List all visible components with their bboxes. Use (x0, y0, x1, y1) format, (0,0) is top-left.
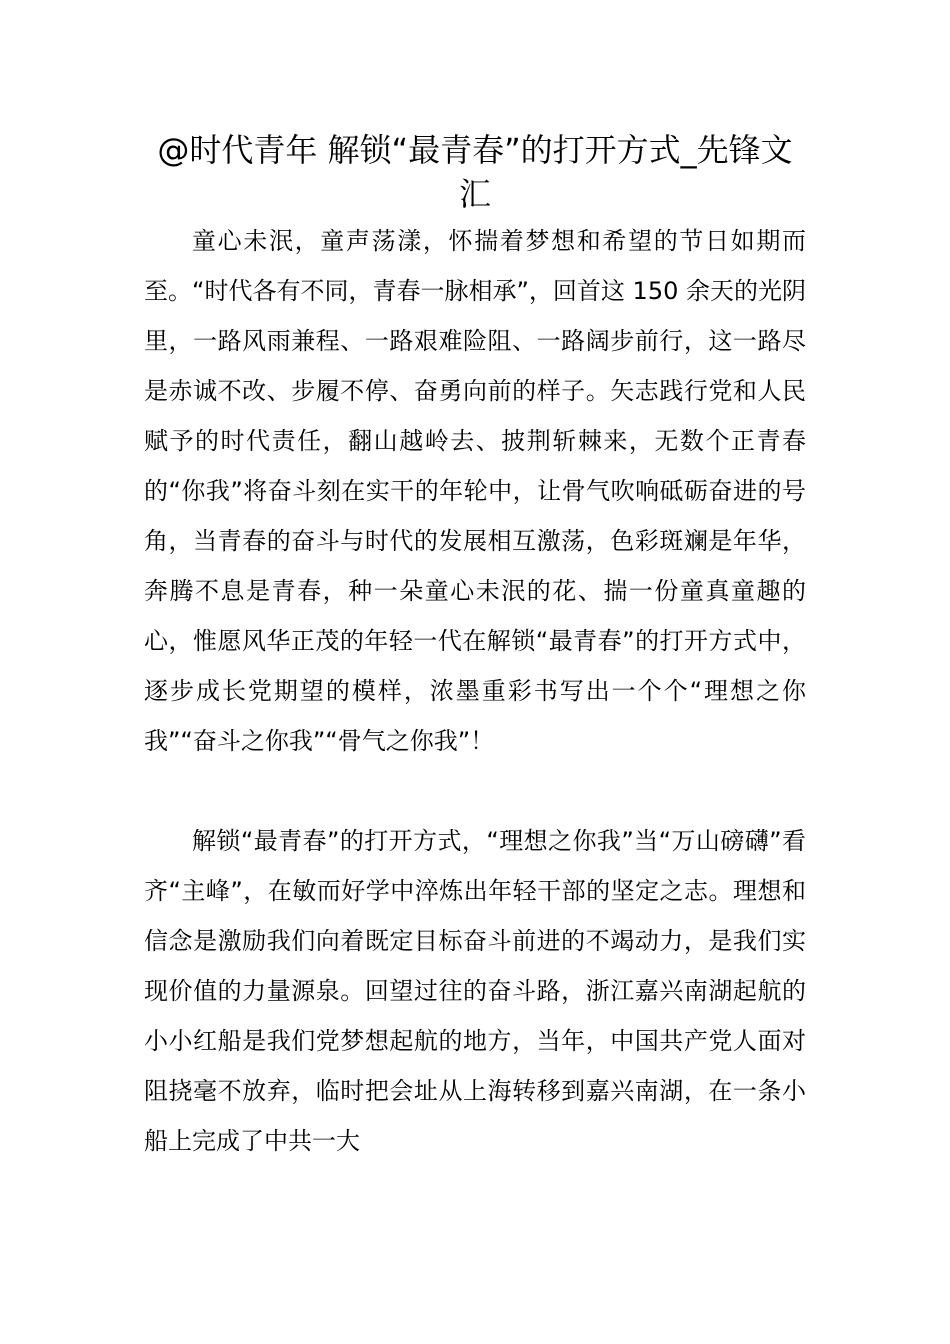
paragraph-1: 童心未泯，童声荡漾，怀揣着梦想和希望的节日如期而至。“时代各有不同，青春一脉相承”，回首这 150 余天的光阴里，一路风雨兼程、一路艰难险阻、一路阔步前行，这一路尽是赤诚不改、步履不停、奋勇向前的样子。矢志践行党和人民赋予的时代责任，翻山越岭去、披荆斩棘来，无数个正青春的“你我”将奋斗刻在实干的年轮中，让骨气吹响砥砺奋进的号角，当青春的奋斗与时代的发展相互激荡，色彩斑斓是年华，奔腾不息是青春，种一朵童心未泯的花、揣一份童真童趣的心，惟愿风华正茂的年轻一代在解锁“最青春”的打开方式中，逐步成长党期望的模样，浓墨重彩书写出一个个“理想之你我”“奋斗之你我”“骨气之你我”！ (144, 227, 806, 755)
paragraph-2: 解锁“最青春”的打开方式，“理想之你我”当“万山磅礴”看齐“主峰”，在敏而好学中淬炼出年轻干部的坚定之志。理想和信念是激励我们向着既定目标奋斗前进的不竭动力，是我们实现价值的力量源泉。回望过往的奋斗路，浙江嘉兴南湖起航的小小红船是我们党梦想起航的地方，当年，中国共产党人面对阻挠毫不放弃，临时把会址从上海转移到嘉兴南湖，在一条小船上完成了中共一大 (144, 827, 806, 1155)
document-page (144, 128, 806, 1166)
paragraph-spacer (144, 766, 806, 816)
document-title: @时代青年 解锁“最青春”的打开方式_先锋文汇 (157, 131, 793, 213)
